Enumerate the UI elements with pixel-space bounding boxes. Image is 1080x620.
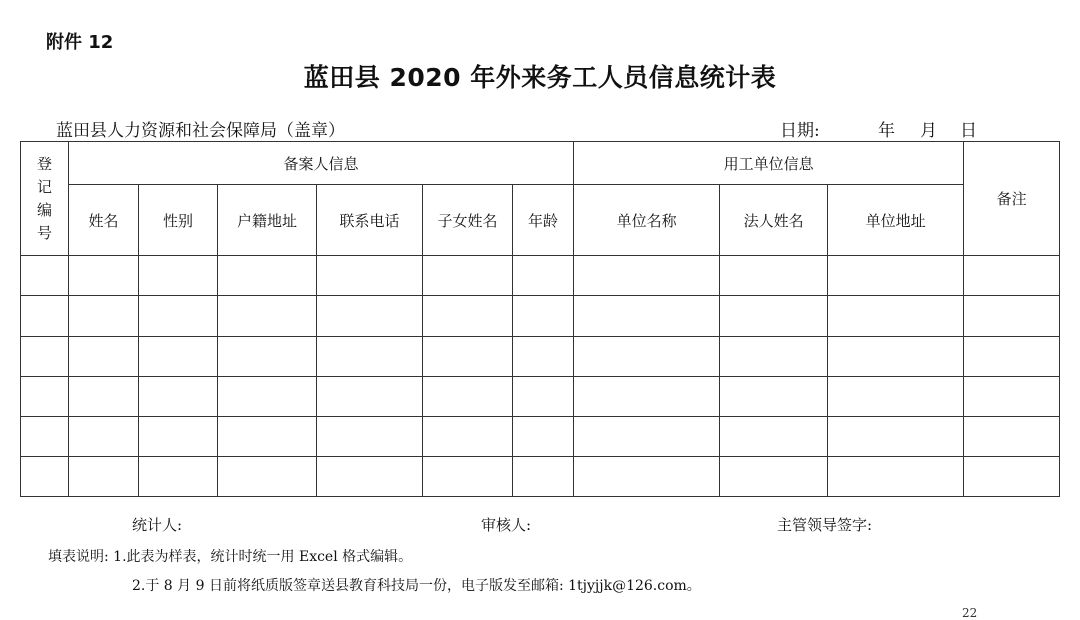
- column-header-household-address: 户籍地址: [218, 185, 317, 256]
- table-cell[interactable]: [21, 336, 69, 376]
- table-column-header-row: [21, 185, 1060, 256]
- table-row: [21, 456, 1060, 496]
- table-cell[interactable]: [139, 416, 218, 456]
- date-month-label: 月: [920, 121, 937, 141]
- table-cell[interactable]: [317, 296, 423, 336]
- table-cell[interactable]: [69, 336, 139, 376]
- table-cell[interactable]: [964, 376, 1060, 416]
- table-cell[interactable]: [69, 256, 139, 296]
- column-header-age: 年龄: [513, 185, 574, 256]
- table-cell[interactable]: [218, 336, 317, 376]
- table-cell[interactable]: [139, 296, 218, 336]
- registration-number-header: [21, 142, 69, 256]
- table-cell[interactable]: [574, 416, 720, 456]
- table-cell[interactable]: [423, 376, 513, 416]
- table-cell[interactable]: [574, 376, 720, 416]
- table-cell[interactable]: [574, 256, 720, 296]
- statistician-signature-label: 统计人:: [132, 516, 183, 534]
- table-cell[interactable]: [21, 456, 69, 496]
- table-cell[interactable]: [218, 296, 317, 336]
- column-header-employer-address: 单位地址: [828, 185, 964, 256]
- table-cell[interactable]: [720, 256, 828, 296]
- document-title: 蓝田县 2020 年外来务工人员信息统计表: [303, 63, 777, 92]
- leader-signature-label: 主管领导签字:: [777, 516, 873, 534]
- table-cell[interactable]: [828, 456, 964, 496]
- filer-info-group-header: 备案人信息: [69, 142, 574, 185]
- table-cell[interactable]: [964, 256, 1060, 296]
- table-cell[interactable]: [423, 336, 513, 376]
- table-cell[interactable]: [513, 416, 574, 456]
- table-row: [21, 256, 1060, 296]
- organization-seal-line: 蓝田县人力资源和社会保障局（盖章）: [56, 121, 345, 141]
- table-cell[interactable]: [574, 296, 720, 336]
- table-cell[interactable]: [513, 296, 574, 336]
- table-cell[interactable]: [218, 256, 317, 296]
- table-cell[interactable]: [317, 416, 423, 456]
- table-cell[interactable]: [69, 296, 139, 336]
- table-cell[interactable]: [828, 416, 964, 456]
- table-cell[interactable]: [828, 256, 964, 296]
- column-header-name: 姓名: [69, 185, 139, 256]
- table-cell[interactable]: [139, 456, 218, 496]
- table-cell[interactable]: [317, 256, 423, 296]
- table-cell[interactable]: [720, 376, 828, 416]
- column-header-gender: 性别: [139, 185, 218, 256]
- table-cell[interactable]: [218, 416, 317, 456]
- table-cell[interactable]: [423, 256, 513, 296]
- table-row: [21, 416, 1060, 456]
- fill-instruction-1: 填表说明: 1.此表为样表，统计时统一用 Excel 格式编辑。: [48, 549, 413, 565]
- date-day-label: 日: [960, 121, 977, 141]
- reg-no-char: 登: [36, 154, 52, 173]
- reviewer-signature-label: 审核人:: [481, 516, 532, 534]
- date-year-label: 年: [878, 121, 895, 141]
- reg-no-char: 记: [36, 177, 52, 196]
- table-cell[interactable]: [720, 336, 828, 376]
- fill-instruction-2: 2.于 8 月 9 日前将纸质版签章送县教育科技局一份，电子版发至邮箱: 1tjyjjk@126.com。: [132, 578, 701, 594]
- table-row: [21, 296, 1060, 336]
- remarks-header: 备注: [964, 142, 1060, 256]
- table-cell[interactable]: [574, 336, 720, 376]
- table-cell[interactable]: [828, 296, 964, 336]
- table-cell[interactable]: [964, 296, 1060, 336]
- table-cell[interactable]: [317, 336, 423, 376]
- table-cell[interactable]: [964, 416, 1060, 456]
- table-cell[interactable]: [139, 336, 218, 376]
- table-cell[interactable]: [828, 336, 964, 376]
- table-cell[interactable]: [513, 376, 574, 416]
- table-cell[interactable]: [21, 376, 69, 416]
- table-cell[interactable]: [720, 416, 828, 456]
- table-cell[interactable]: [139, 376, 218, 416]
- table-cell[interactable]: [69, 456, 139, 496]
- table-group-header-row: [21, 142, 1060, 185]
- table-cell[interactable]: [513, 256, 574, 296]
- table-cell[interactable]: [720, 456, 828, 496]
- table-cell[interactable]: [21, 296, 69, 336]
- table-cell[interactable]: [828, 376, 964, 416]
- table-cell[interactable]: [423, 456, 513, 496]
- date-label: 日期:: [780, 121, 820, 141]
- table-cell[interactable]: [69, 416, 139, 456]
- column-header-child-name: 子女姓名: [423, 185, 513, 256]
- statistics-table: [20, 141, 1060, 497]
- table-cell[interactable]: [218, 376, 317, 416]
- table-cell[interactable]: [69, 376, 139, 416]
- table-cell[interactable]: [964, 456, 1060, 496]
- reg-no-char: 编: [36, 200, 52, 219]
- table-cell[interactable]: [139, 256, 218, 296]
- table-cell[interactable]: [317, 456, 423, 496]
- table-cell[interactable]: [513, 336, 574, 376]
- column-header-employer-name: 单位名称: [574, 185, 720, 256]
- table-cell[interactable]: [720, 296, 828, 336]
- employer-info-group-header: 用工单位信息: [574, 142, 964, 185]
- table-cell[interactable]: [21, 256, 69, 296]
- table-cell[interactable]: [423, 416, 513, 456]
- column-header-phone: 联系电话: [317, 185, 423, 256]
- page-number: 22: [962, 606, 978, 620]
- table-row: [21, 336, 1060, 376]
- table-cell[interactable]: [423, 296, 513, 336]
- table-cell[interactable]: [21, 416, 69, 456]
- reg-no-char: 号: [36, 223, 52, 242]
- table-cell[interactable]: [574, 456, 720, 496]
- column-header-legal-rep: 法人姓名: [720, 185, 828, 256]
- table-row: [21, 376, 1060, 416]
- table-cell[interactable]: [964, 336, 1060, 376]
- table-cell[interactable]: [218, 456, 317, 496]
- attachment-label: 附件 12: [46, 32, 114, 53]
- table-cell[interactable]: [317, 376, 423, 416]
- table-cell[interactable]: [513, 456, 574, 496]
